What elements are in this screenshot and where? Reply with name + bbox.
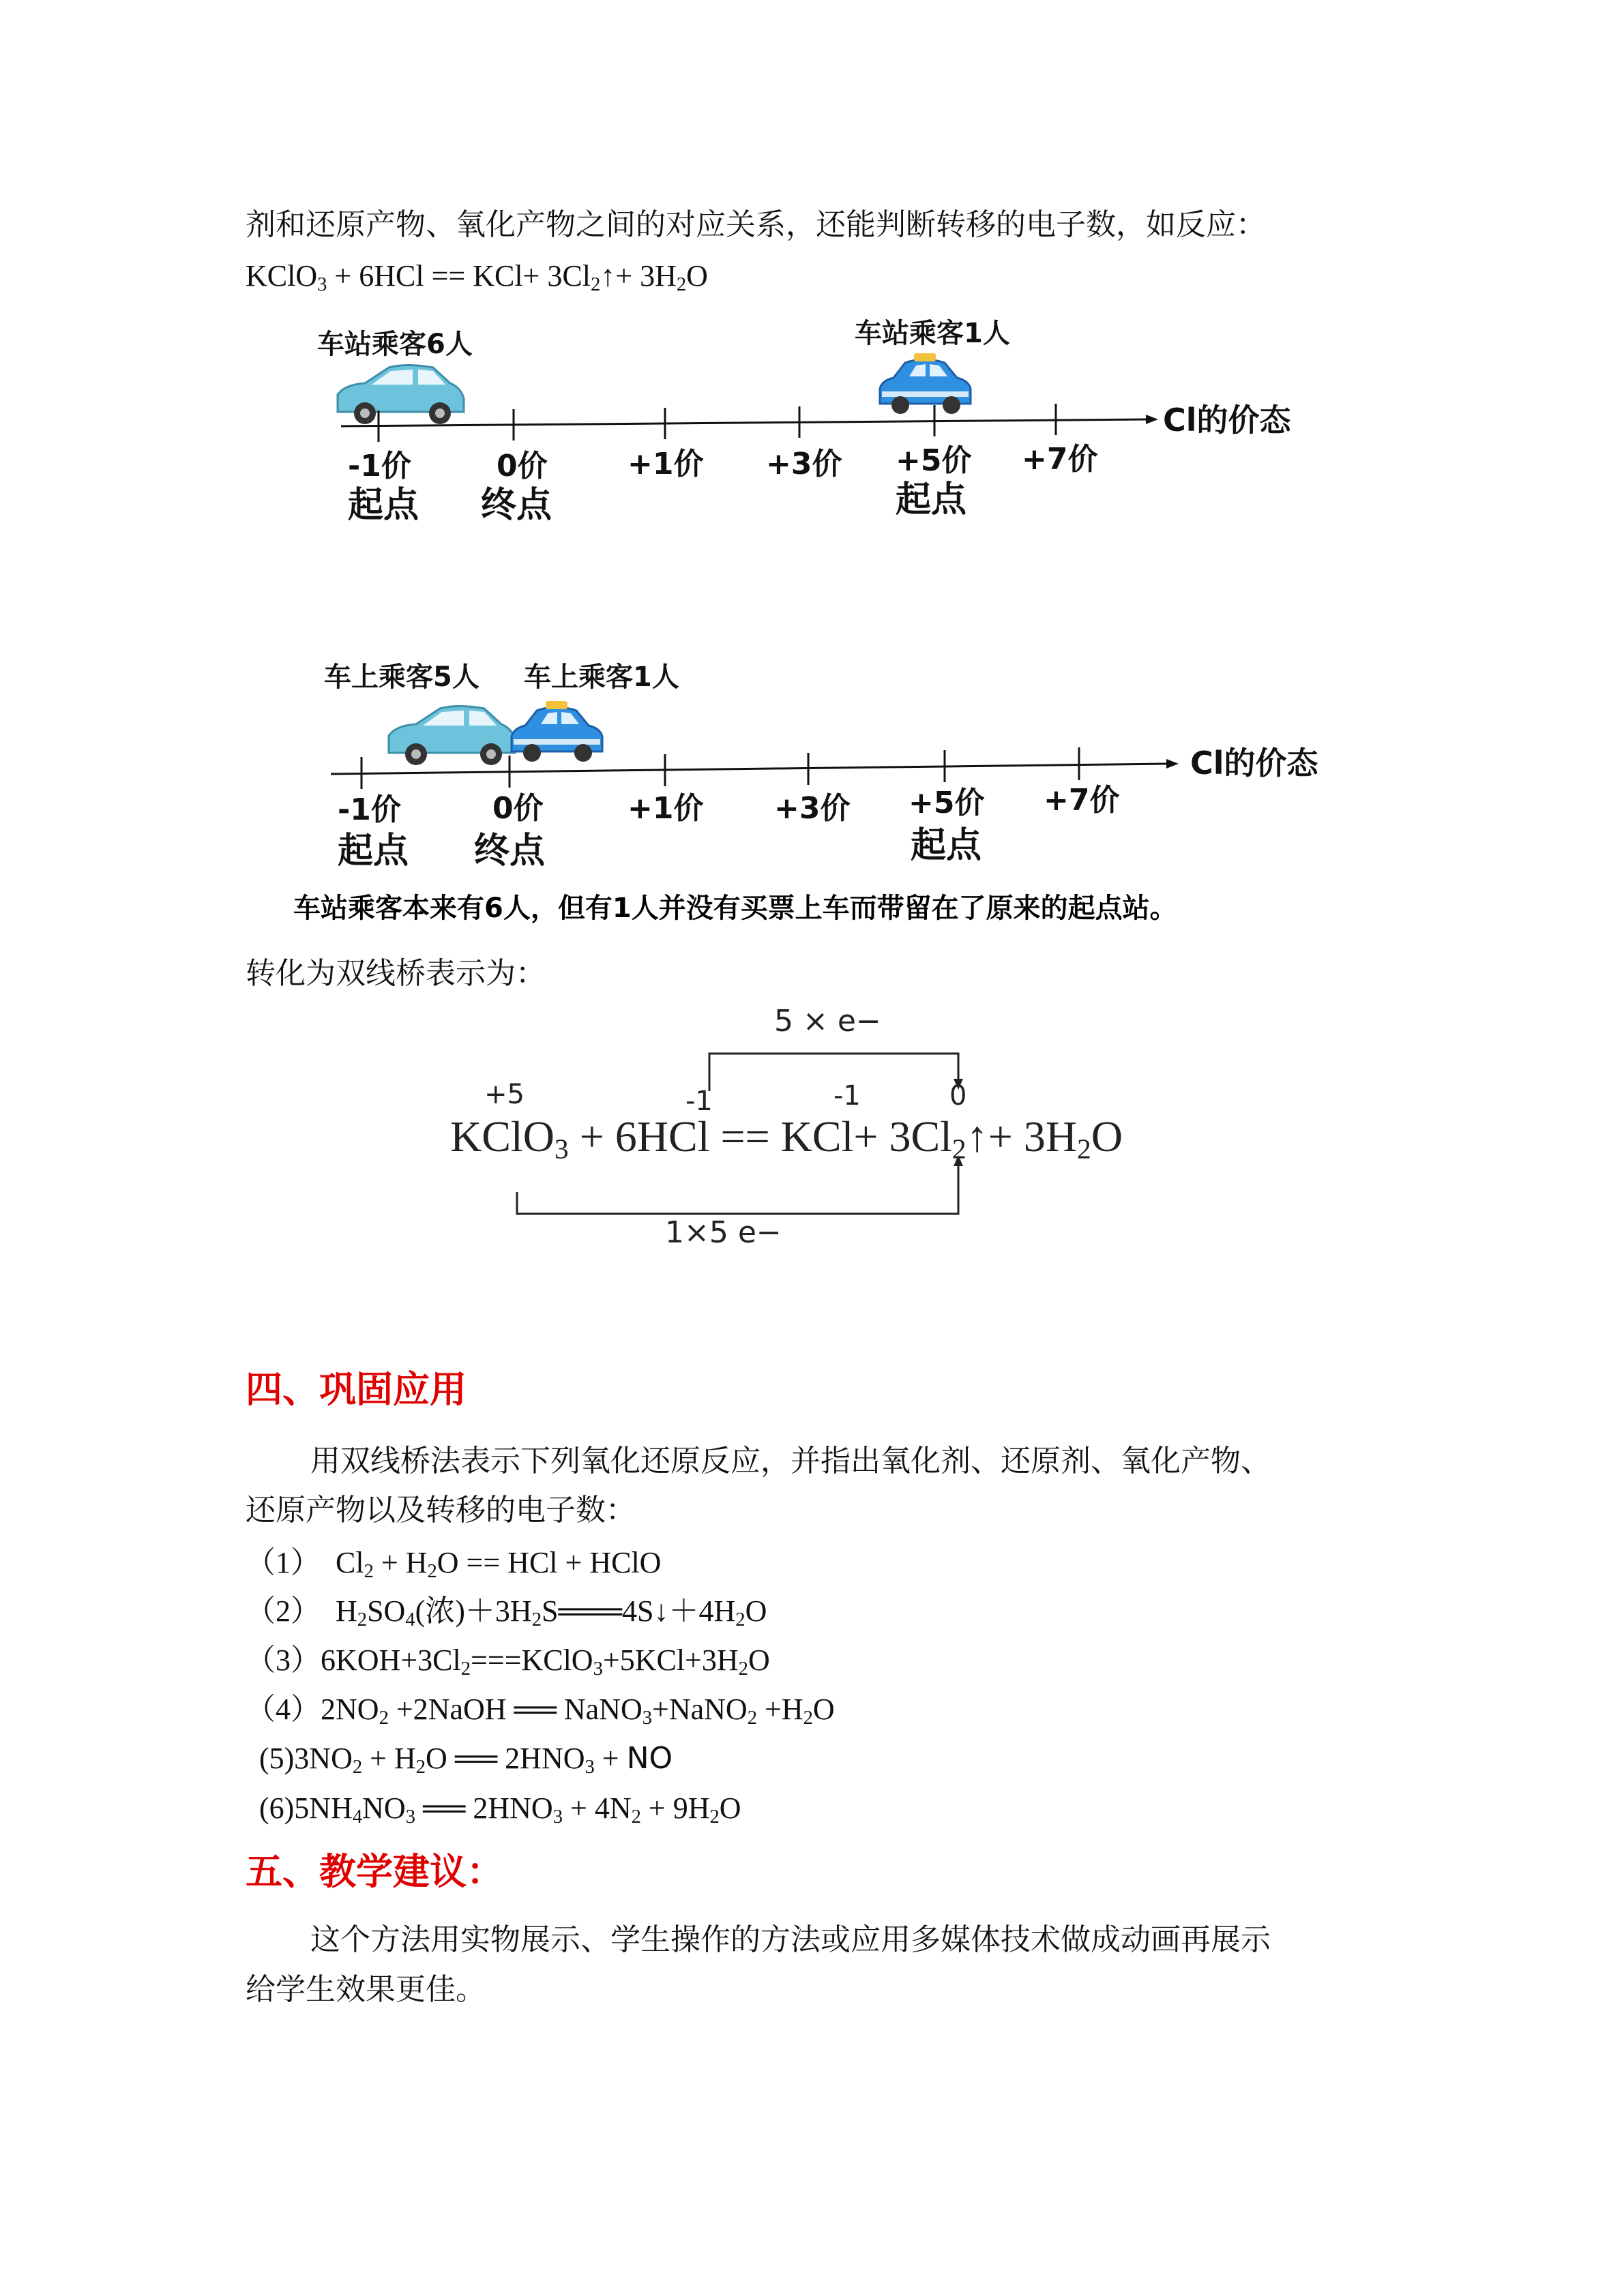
section5-para-line2: 给学生效果更佳。 <box>246 1973 486 2006</box>
diagram2-tick-label: -1价 <box>338 792 401 827</box>
exercise-item: （2） $H_2SO_4$(浓)$+3H_2S═══4S↓+4H_2O$ <box>246 1594 767 1631</box>
diagram1-end-label: 终点 <box>481 485 552 526</box>
car-left-icon <box>389 706 515 766</box>
ox-state-kclo3: +5 <box>484 1079 525 1110</box>
exercise-item: $(4)2NO_2$ +2NaOH ══ NaNO$_3$+NaNO$_2$ $+H_2O$ <box>246 1693 835 1729</box>
diagram1-right-label: 车站乘客1人 <box>855 318 1010 349</box>
valence-diagram-2 <box>246 655 1391 900</box>
bridge-intro: 转化为双线桥表示为： <box>246 957 546 990</box>
diagram2-tick-label: +3价 <box>774 791 851 826</box>
exercise-item: $(6)5NH_4NO_3$ ══ $2HNO_3 + 4N_2 + 9H_2O$ <box>259 1791 741 1828</box>
exercise-item: $(3)6KOH+3Cl_2===KClO_3+5KCl+3H_2O$ <box>246 1643 770 1680</box>
diagram2-axis-title: Cl的价态 <box>1190 745 1318 781</box>
diagram1-tick-label: +7价 <box>1022 442 1098 477</box>
diagram1-left-label: 车站乘客6人 <box>317 329 473 360</box>
exercise-item: $(5)3NO_2 + H_2O$ ══ $2HNO_3$ + NO <box>259 1741 673 1778</box>
ox-state-hcl: -1 <box>685 1086 713 1117</box>
diagram1-start-label: 起点 <box>348 485 419 526</box>
section5-heading: 五、教学建议： <box>246 1851 503 1892</box>
section4-para-line2: 还原产物以及转移的电子数： <box>246 1493 636 1527</box>
ox-state-kcl: -1 <box>833 1080 861 1112</box>
section4-heading: 四、巩固应用 <box>246 1369 467 1410</box>
diagram2-start-label-right: 起点 <box>911 825 982 866</box>
diagram1-tick-label: +5价 <box>896 443 972 478</box>
diagram-note: 车站乘客本来有6人，但有1人并没有买票上车而带留在了原来的起点站。 <box>293 893 1177 924</box>
diagram1-tick-label: -1价 <box>348 449 411 483</box>
diagram1-tick-label: +1价 <box>628 447 704 481</box>
ox-state-cl2: 0 <box>949 1080 967 1112</box>
car-right-icon <box>512 701 602 762</box>
section4-para-line1: 用双线桥法表示下列氧化还原反应，并指出氧化剂、还原剂、氧化产物、 <box>310 1444 1271 1478</box>
bridge-bottom-label: 1×5 e− <box>665 1215 782 1248</box>
diagram1-axis-title: Cl的价态 <box>1163 402 1291 438</box>
car-right-icon <box>880 353 971 414</box>
diagram2-tick-label: +5价 <box>909 786 985 820</box>
intro-equation: KClO$_3$ + $6HCl == KCl+ 3Cl_2↑+ 3H_2O$ <box>246 259 708 296</box>
bridge-equation: KClO$_3$ + $6HCl == KCl+ 3Cl_2↑+ 3H_2O$ <box>450 1112 1123 1165</box>
diagram2-tick-label: +1价 <box>628 791 704 826</box>
diagram2-right-label: 车上乘客1人 <box>524 661 679 693</box>
diagram1-tick-label: +3价 <box>766 447 842 481</box>
diagram2-start-label: 起点 <box>338 831 409 871</box>
valence-diagram-1 <box>246 307 1391 552</box>
intro-line: 剂和还原产物、氧化产物之间的对应关系，还能判断转移的电子数，如反应： <box>246 208 1266 241</box>
bridge-top-label: 5 × e− <box>774 1004 881 1039</box>
double-line-bridge <box>437 1002 1200 1248</box>
diagram2-tick-label: +7价 <box>1044 783 1120 818</box>
section5-para-line1: 这个方法用实物展示、学生操作的方法或应用多媒体技术做成动画再展示 <box>310 1923 1271 1956</box>
diagram2-end-label: 终点 <box>474 831 546 871</box>
diagram1-start-label-right: 起点 <box>896 479 967 520</box>
diagram1-tick-label: 0价 <box>497 449 548 483</box>
exercise-item: （1） $Cl_2 + H_2O$ == HCl + HClO <box>246 1546 662 1583</box>
diagram2-tick-label: 0价 <box>492 791 544 826</box>
car-left-icon <box>338 366 464 425</box>
diagram2-left-label: 车上乘客5人 <box>324 661 479 693</box>
